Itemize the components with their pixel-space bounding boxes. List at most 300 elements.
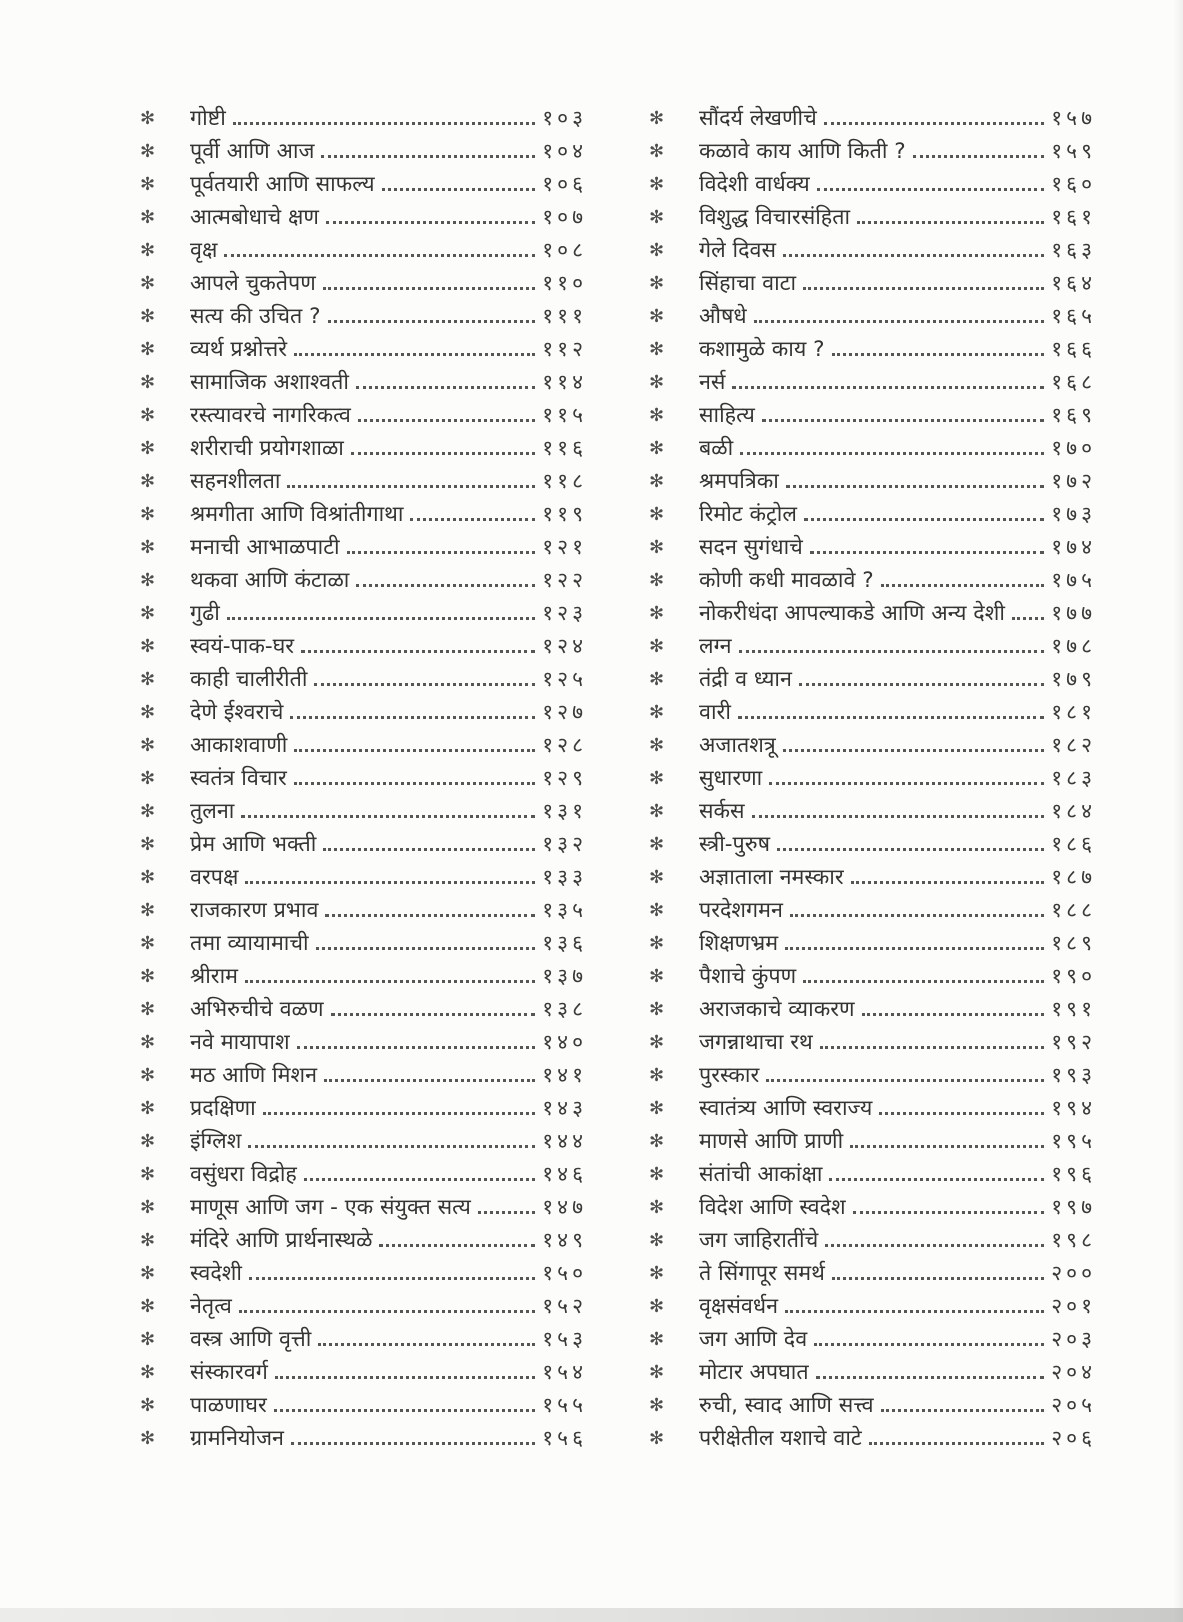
asterisk-bullet-icon: ✻ [649,1163,665,1185]
toc-entry-page-number: १६० [1051,172,1096,196]
toc-entry [649,1191,1096,1224]
toc-entry-title: सदन सुगंधाचे [699,534,803,560]
toc-entry-title: प्रेम आणि भक्ती [190,831,317,857]
dotted-leader [783,749,1045,752]
toc-entry-title: व्यर्थ प्रश्नोत्तरे [190,336,288,362]
asterisk-bullet-icon: ✻ [140,173,156,195]
asterisk-bullet-icon: ✻ [649,206,665,228]
toc-entry [140,1422,587,1455]
toc-entry-title: बळी [699,435,734,461]
toc-entry-page-number: १८९ [1051,931,1096,955]
dotted-leader [239,1310,535,1313]
asterisk-bullet-icon: ✻ [140,1196,156,1218]
toc-entry-page-number: १३६ [542,931,587,955]
toc-entry-page-number: १३२ [542,832,587,856]
asterisk-bullet-icon: ✻ [649,800,665,822]
toc-entry [140,135,587,168]
toc-entry-title: नेतृत्व [190,1293,232,1319]
toc-entry [649,729,1096,762]
asterisk-bullet-icon: ✻ [649,734,665,756]
dotted-leader [790,914,1044,917]
toc-entry-page-number: १८७ [1051,865,1096,889]
toc-entry-page-number: ११२ [542,337,587,361]
toc-entry [140,894,587,927]
asterisk-bullet-icon: ✻ [649,503,665,525]
toc-entry [140,1092,587,1125]
toc-entry [649,927,1096,960]
dotted-leader [248,1145,535,1148]
dotted-leader [803,980,1044,983]
toc-entry [649,135,1096,168]
toc-entry [140,993,587,1026]
dotted-leader [241,815,535,818]
asterisk-bullet-icon: ✻ [140,338,156,360]
asterisk-bullet-icon: ✻ [140,1295,156,1317]
asterisk-bullet-icon: ✻ [649,404,665,426]
dotted-leader [1012,617,1044,620]
dotted-leader [850,1145,1044,1148]
toc-entry-title: सुधारणा [699,765,763,791]
asterisk-bullet-icon: ✻ [649,305,665,327]
toc-entry [649,399,1096,432]
asterisk-bullet-icon: ✻ [140,701,156,723]
dotted-leader [297,1046,536,1049]
dotted-leader [249,1277,535,1280]
toc-entry-title: जगन्नाथाचा रथ [699,1029,813,1055]
toc-entry [649,1422,1096,1455]
toc-entry-title: वारी [699,699,731,725]
toc-entry-title: वरपक्ष [190,864,239,890]
toc-entry-title: सहनशीलता [190,468,281,494]
toc-entry-title: पूर्वतयारी आणि साफल्य [190,171,375,197]
dotted-leader [786,485,1044,488]
toc-entry-title: सौंदर्य लेखणीचे [699,105,817,131]
toc-entry [649,1257,1096,1290]
toc-entry [649,432,1096,465]
asterisk-bullet-icon: ✻ [649,833,665,855]
asterisk-bullet-icon: ✻ [649,1031,665,1053]
dotted-leader [853,1211,1045,1214]
scan-bottom-artifact [0,1608,1183,1622]
toc-entry-page-number: १९१ [1051,997,1096,1021]
asterisk-bullet-icon: ✻ [140,932,156,954]
dotted-leader [816,1376,1045,1379]
dotted-leader [245,881,535,884]
toc-entry [140,531,587,564]
toc-entry-title: स्वदेशी [190,1260,242,1286]
asterisk-bullet-icon: ✻ [140,1361,156,1383]
asterisk-bullet-icon: ✻ [140,1130,156,1152]
toc-entry [140,663,587,696]
toc-entry-title: कशामुळे काय ? [699,336,825,362]
toc-entry-title: शरीराची प्रयोगशाळा [190,435,344,461]
toc-entry [140,1323,587,1356]
toc-entry-page-number: १४७ [542,1195,587,1219]
toc-entry [649,1026,1096,1059]
dotted-leader [785,947,1044,950]
toc-entry [140,1059,587,1092]
asterisk-bullet-icon: ✻ [140,767,156,789]
toc-column-right [649,102,1096,1455]
asterisk-bullet-icon: ✻ [140,503,156,525]
asterisk-bullet-icon: ✻ [140,206,156,228]
dotted-leader [777,848,1044,851]
asterisk-bullet-icon: ✻ [140,833,156,855]
toc-entry-page-number: १७३ [1051,502,1096,526]
dotted-leader [245,980,535,983]
toc-entry [649,696,1096,729]
toc-entry-title: प्रदक्षिणा [190,1095,256,1121]
dotted-leader [783,254,1044,257]
dotted-leader [820,1046,1044,1049]
asterisk-bullet-icon: ✻ [649,767,665,789]
toc-entry-page-number: १८३ [1051,766,1096,790]
dotted-leader [740,452,1044,455]
toc-entry [140,1026,587,1059]
toc-entry-page-number: १३१ [542,799,587,823]
dotted-leader [410,518,535,521]
toc-entry [140,333,587,366]
toc-entry-page-number: २०६ [1051,1426,1096,1450]
dotted-leader [291,1442,535,1445]
dotted-leader [803,287,1044,290]
toc-entry-title: काही चालीरीती [190,666,308,692]
asterisk-bullet-icon: ✻ [140,899,156,921]
toc-entry [140,795,587,828]
asterisk-bullet-icon: ✻ [140,239,156,261]
dotted-leader [881,1409,1045,1412]
asterisk-bullet-icon: ✻ [140,1394,156,1416]
dotted-leader [290,716,535,719]
toc-entry-title: अभिरुचीचे वळण [190,996,324,1022]
toc-column-left [140,102,587,1455]
dotted-leader [862,1013,1045,1016]
dotted-leader [351,452,535,455]
toc-entry-title: सामाजिक अशाश्वती [190,369,349,395]
toc-entry-page-number: १४० [542,1030,587,1054]
toc-entry [649,1389,1096,1422]
toc-entry-title: शिक्षणभ्रम [699,930,779,956]
asterisk-bullet-icon: ✻ [140,1163,156,1185]
asterisk-bullet-icon: ✻ [649,338,665,360]
toc-entry [649,861,1096,894]
toc-entry [140,102,587,135]
toc-entry-page-number: १२७ [542,700,587,724]
toc-entry-page-number: १५९ [1051,139,1096,163]
toc-entry-page-number: १९० [1051,964,1096,988]
dotted-leader [825,1244,1044,1247]
toc-entry-title: वस्त्र आणि वृत्ती [190,1326,312,1352]
asterisk-bullet-icon: ✻ [140,437,156,459]
toc-entry-page-number: १८८ [1051,898,1096,922]
toc-entry [649,201,1096,234]
asterisk-bullet-icon: ✻ [649,437,665,459]
toc-entry [140,828,587,861]
dotted-leader [233,122,535,125]
asterisk-bullet-icon: ✻ [140,866,156,888]
toc-entry-title: पाळणाघर [190,1392,267,1418]
toc-entry-title: स्त्री-पुरुष [699,831,771,857]
asterisk-bullet-icon: ✻ [649,371,665,393]
toc-entry-page-number: १४१ [542,1063,587,1087]
dotted-leader [227,617,535,620]
toc-entry-page-number: १६८ [1051,370,1096,394]
toc-entry-title: पुरस्कार [699,1062,760,1088]
toc-entry-page-number: १३३ [542,865,587,889]
toc-entry [649,828,1096,861]
toc-entry-page-number: १९८ [1051,1228,1096,1252]
toc-entry [649,564,1096,597]
dotted-leader [829,1178,1044,1181]
toc-entry-page-number: ११८ [542,469,587,493]
toc-entry-page-number: १०६ [542,172,587,196]
toc-entry-page-number: १२१ [542,535,587,559]
toc-entry-title: अराजकाचे व्याकरण [699,996,855,1022]
toc-entry-page-number: १२४ [542,634,587,658]
dotted-leader [732,386,1044,389]
toc-entry-title: रिमोट कंट्रोल [699,501,797,527]
asterisk-bullet-icon: ✻ [649,470,665,492]
dotted-leader [824,122,1044,125]
dotted-leader [879,1112,1044,1115]
toc-entry-title: पूर्वी आणि आज [190,138,315,164]
toc-entry [649,894,1096,927]
toc-entry [140,1125,587,1158]
dotted-leader [263,1112,535,1115]
dotted-leader [224,254,535,257]
toc-entry-page-number: १२९ [542,766,587,790]
asterisk-bullet-icon: ✻ [649,932,665,954]
dotted-leader [814,1343,1044,1346]
toc-entry [649,1059,1096,1092]
toc-entry-page-number: १०८ [542,238,587,262]
toc-entry-page-number: १७५ [1051,568,1096,592]
toc-entry-title: अज्ञाताला नमस्कार [699,864,844,890]
toc-entry-title: ग्रामनियोजन [190,1425,284,1451]
dotted-leader [323,848,535,851]
toc-entry-title: तमा व्यायामाची [190,930,309,956]
toc-entry-title: नर्स [699,369,726,395]
dotted-leader [881,584,1045,587]
toc-entry-title: स्वातंत्र्य आणि स्वराज्य [699,1095,873,1121]
toc-entry-page-number: १९३ [1051,1063,1096,1087]
dotted-leader [301,650,535,653]
dotted-leader [324,1079,535,1082]
toc-entry-title: विदेश आणि स्वदेश [699,1194,846,1220]
asterisk-bullet-icon: ✻ [649,899,665,921]
asterisk-bullet-icon: ✻ [649,866,665,888]
toc-entry-title: संतांची आकांक्षा [699,1161,823,1187]
toc-entry-page-number: १७७ [1051,601,1096,625]
toc-entry-title: स्वतंत्र विचार [190,765,287,791]
asterisk-bullet-icon: ✻ [140,1262,156,1284]
dotted-leader [799,683,1044,686]
asterisk-bullet-icon: ✻ [649,1295,665,1317]
asterisk-bullet-icon: ✻ [140,602,156,624]
dotted-leader [356,584,535,587]
asterisk-bullet-icon: ✻ [140,569,156,591]
toc-entry [649,597,1096,630]
dotted-leader [356,386,535,389]
toc-entry [140,267,587,300]
toc-entry-page-number: १२३ [542,601,587,625]
asterisk-bullet-icon: ✻ [140,107,156,129]
dotted-leader [294,749,535,752]
asterisk-bullet-icon: ✻ [140,800,156,822]
toc-entry-page-number: १५० [542,1261,587,1285]
dotted-leader [752,815,1045,818]
asterisk-bullet-icon: ✻ [649,965,665,987]
asterisk-bullet-icon: ✻ [140,140,156,162]
toc-entry-title: गुढी [190,600,220,626]
asterisk-bullet-icon: ✻ [649,1427,665,1449]
toc-entry-page-number: १९५ [1051,1129,1096,1153]
asterisk-bullet-icon: ✻ [140,1031,156,1053]
toc-entry [140,465,587,498]
toc-entry [649,1356,1096,1389]
toc-entry-title: श्रीराम [190,963,239,989]
toc-entry-title: साहित्य [699,402,755,428]
toc-entry [649,993,1096,1026]
dotted-leader [832,353,1045,356]
toc-entry-page-number: १७८ [1051,634,1096,658]
toc-entry [649,1158,1096,1191]
dotted-leader [318,1343,535,1346]
asterisk-bullet-icon: ✻ [140,536,156,558]
toc-entry [649,366,1096,399]
dotted-leader [869,1442,1045,1445]
dotted-leader [810,551,1044,554]
toc-entry [140,729,587,762]
toc-entry-page-number: १०७ [542,205,587,229]
toc-entry-page-number: १७२ [1051,469,1096,493]
toc-entry-title: सिंहाचा वाटा [699,270,797,296]
asterisk-bullet-icon: ✻ [649,272,665,294]
asterisk-bullet-icon: ✻ [140,1427,156,1449]
toc-entry [140,597,587,630]
asterisk-bullet-icon: ✻ [649,1130,665,1152]
toc-entry-page-number: १३७ [542,964,587,988]
toc-entry-page-number: १८२ [1051,733,1096,757]
toc-entry-page-number: १६५ [1051,304,1096,328]
toc-entry-title: थकवा आणि कंटाळा [190,567,350,593]
dotted-leader [754,320,1045,323]
toc-entry-page-number: १९४ [1051,1096,1096,1120]
toc-entry-page-number: १५५ [542,1393,587,1417]
toc-entry-page-number: १८४ [1051,799,1096,823]
toc-entry-page-number: २०० [1051,1261,1096,1285]
toc-entry-page-number: १५६ [542,1426,587,1450]
toc-entry-title: जग जाहिरातींचे [699,1227,819,1253]
toc-entry-title: माणूस आणि जग - एक संयुक्त सत्य [190,1194,471,1220]
dotted-leader [851,881,1045,884]
toc-entry-title: राजकारण प्रभाव [190,897,319,923]
toc-entry-title: रुची, स्वाद आणि सत्त्व [699,1392,874,1418]
toc-entry-page-number: १९७ [1051,1195,1096,1219]
toc-entry [649,630,1096,663]
toc-entry [140,1224,587,1257]
dotted-leader [294,782,535,785]
toc-entry [649,1290,1096,1323]
asterisk-bullet-icon: ✻ [140,404,156,426]
dotted-leader [321,155,535,158]
toc-entry-page-number: २०१ [1051,1294,1096,1318]
toc-entry-title: परीक्षेतील यशाचे वाटे [699,1425,862,1451]
toc-entry [649,267,1096,300]
toc-entry-title: तंद्री व ध्यान [699,666,792,692]
asterisk-bullet-icon: ✻ [649,1262,665,1284]
toc-entry-page-number: १५३ [542,1327,587,1351]
toc-entry-title: श्रमगीता आणि विश्रांतीगाथा [190,501,404,527]
asterisk-bullet-icon: ✻ [649,1361,665,1383]
toc-entry-page-number: २०३ [1051,1327,1096,1351]
dotted-leader [316,947,536,950]
toc-entry [140,1158,587,1191]
toc-entry [649,762,1096,795]
toc-entry-page-number: १४६ [542,1162,587,1186]
dotted-leader [323,287,535,290]
toc-entry-page-number: १११ [542,304,587,328]
toc-entry-title: सत्य की उचित ? [190,303,321,329]
asterisk-bullet-icon: ✻ [649,602,665,624]
toc-entry-page-number: १८१ [1051,700,1096,724]
toc-entry-title: परदेशगमन [699,897,783,923]
dotted-leader [739,650,1045,653]
toc-entry-title: कोणी कधी मावळावे ? [699,567,874,593]
dotted-leader [804,518,1044,521]
toc-entry [140,201,587,234]
toc-entry-title: नवे मायापाश [190,1029,290,1055]
asterisk-bullet-icon: ✻ [140,965,156,987]
toc-entry-page-number: ११४ [542,370,587,394]
toc-entry-page-number: १७९ [1051,667,1096,691]
toc-entry-page-number: १५७ [1051,106,1096,130]
asterisk-bullet-icon: ✻ [140,305,156,327]
toc-entry-page-number: १२५ [542,667,587,691]
scan-edge-shadow [1173,0,1183,1622]
toc-entry [649,465,1096,498]
toc-entry [140,1389,587,1422]
dotted-leader [304,1178,535,1181]
dotted-leader [274,1409,536,1412]
asterisk-bullet-icon: ✻ [140,371,156,393]
toc-entry [140,630,587,663]
toc-entry-title: देणे ईश्वराचे [190,699,284,725]
toc-entry-title: स्वयं-पाक-घर [190,633,295,659]
toc-entry [140,366,587,399]
dotted-leader [785,1310,1044,1313]
toc-entry [649,795,1096,828]
asterisk-bullet-icon: ✻ [649,1064,665,1086]
toc-entry [140,168,587,201]
toc-entry-page-number: ११० [542,271,587,295]
dotted-leader [382,188,536,191]
toc-entry-title: वसुंधरा विद्रोह [190,1161,297,1187]
toc-entry-title: कळावे काय आणि किती ? [699,138,906,164]
toc-entry-title: अजातशत्रू [699,732,776,758]
asterisk-bullet-icon: ✻ [649,668,665,690]
toc-entry-title: तुलना [190,798,235,824]
toc-entry [649,663,1096,696]
asterisk-bullet-icon: ✻ [140,635,156,657]
toc-entry-title: सर्कस [699,798,745,824]
asterisk-bullet-icon: ✻ [649,1097,665,1119]
asterisk-bullet-icon: ✻ [140,1064,156,1086]
toc-entry [140,399,587,432]
toc-entry-page-number: १४९ [542,1228,587,1252]
toc-entry-title: पैशाचे कुंपण [699,963,797,989]
toc-entry-title: गोष्टी [190,105,226,131]
